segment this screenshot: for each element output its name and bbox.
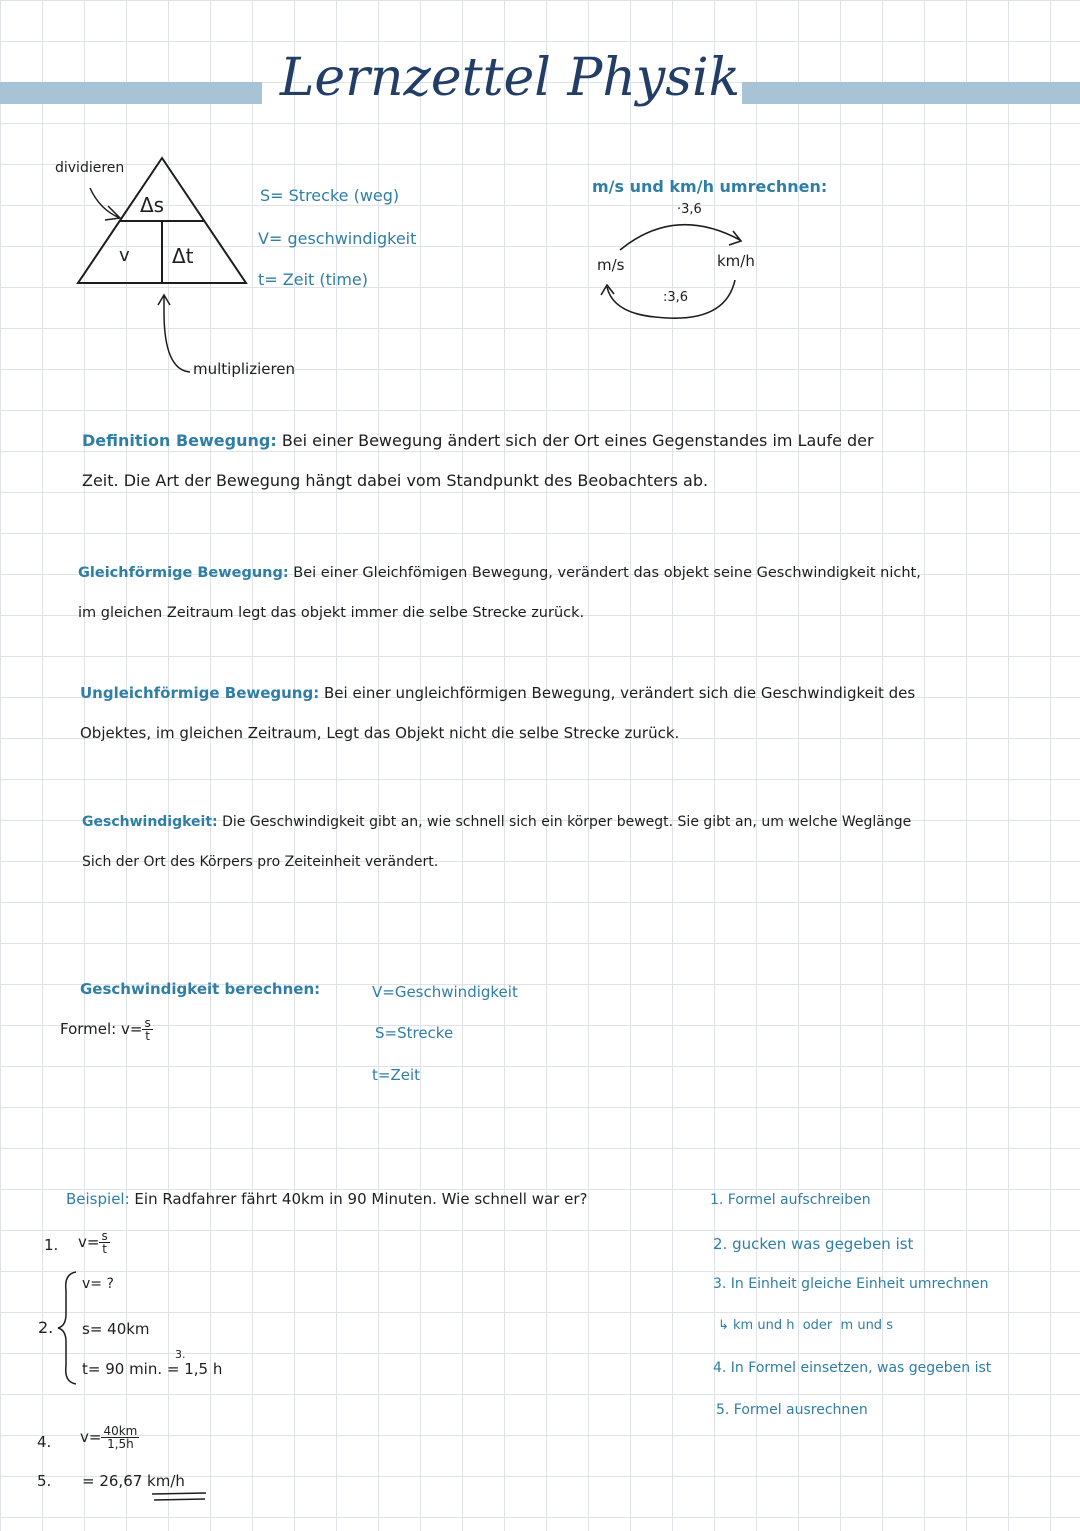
legend-s: S=Strecke [375,1024,454,1042]
gleichfoermig-line2: im gleichen Zeitraum legt das objekt immer die selbe Strecke zurück. [78,605,585,621]
definition-bewegung-line1: Bei einer Bewegung ändert sich der Ort eines Gegenstandes im Laufe der [281,431,874,450]
step2-number: 2. [38,1318,54,1337]
given-v: v= ? [82,1276,114,1292]
conversion-divide: :3,6 [663,290,689,305]
step-list-3: 3. In Einheit gleiche Einheit umrechnen [713,1276,989,1292]
legend-t: t=Zeit [372,1066,421,1084]
definition-gleichfoermig [78,553,1073,633]
formula-triangle [60,150,270,390]
step1-denominator: t [102,1242,107,1256]
step4-fraction [101,1425,139,1450]
geschwindigkeit-line2: Sich der Ort des Körpers pro Zeiteinheit verändert. [82,854,439,870]
definition-ungleichfoermig [80,673,1075,753]
beispiel-label: Beispiel: [66,1190,130,1208]
gleichfoermig-heading: Gleichförmige Bewegung: [78,565,289,581]
step-list-2: 2. gucken was gegeben ist [713,1235,914,1253]
step1-number: 1. [44,1236,59,1254]
triangle-bottom-label: multiplizieren [193,360,296,378]
conversion-right-unit: km/h [717,252,755,270]
definition-bewegung [82,421,1072,501]
step1-fraction [99,1230,109,1255]
triangle-cell-delta-s: Δs [140,193,165,217]
step5-number: 5. [37,1472,52,1490]
arrow-down-icon [90,188,120,220]
step4-formula [80,1425,139,1450]
geschwindigkeit-line1: Die Geschwindigkeit gibt an, wie schnell sich ein körper bewegt. Sie gibt an, um welche Weglänge [222,814,912,830]
step1-v: v= [78,1233,100,1251]
step4-numerator: 40km [103,1424,138,1438]
berechnen-formula [60,1017,153,1042]
gleichfoermig-line1: Bei einer Gleichfömigen Bewegung, verändert das objekt seine Geschwindigkeit nicht, [293,565,921,581]
ungleichfoermig-heading: Ungleichförmige Bewegung: [80,684,320,702]
formula-label: Formel: [60,1020,117,1038]
result: = 26,67 km/h [82,1472,185,1490]
brace-icon [56,1268,80,1388]
title-bar-left [0,82,262,104]
step1-formula [78,1230,110,1255]
given-t: t= 90 min. = 1,5 h [82,1360,223,1378]
triangle-cell-delta-t: Δt [172,244,194,268]
definition-bewegung-line2: Zeit. Die Art der Bewegung hängt dabei vom Standpunkt des Beobachters ab. [82,471,709,490]
arrow-up-icon [158,295,190,372]
beispiel-line [66,1190,587,1208]
definition-geschwindigkeit [82,802,1077,882]
conversion-heading: m/s und km/h umrechnen: [592,177,828,196]
conversion-multiply: ·3,6 [677,202,702,217]
conversion-left-unit: m/s [597,256,625,274]
formula-fraction [142,1017,152,1042]
triangle-top-label: dividieren [55,160,125,176]
berechnen-heading: Geschwindigkeit berechnen: [80,980,321,998]
def-strecke: S= Strecke (weg) [260,186,400,205]
triangle-cell-v: v [119,245,130,266]
title-bar-right [742,82,1080,104]
def-zeit: t= Zeit (time) [258,270,369,289]
ungleichfoermig-line1: Bei einer ungleichförmigen Bewegung, verändert sich die Geschwindigkeit des [324,684,916,702]
page-title: Lernzettel Physik [279,48,741,108]
formula-denominator: t [145,1029,150,1043]
given-s: s= 40km [82,1320,150,1338]
step-list-5: 5. Formel ausrechnen [716,1402,868,1418]
step-list-1: 1. Formel aufschreiben [710,1192,871,1208]
ungleichfoermig-line2: Objektes, im gleichen Zeitraum, Legt das Objekt nicht die selbe Strecke zurück. [80,724,680,742]
geschwindigkeit-heading: Geschwindigkeit: [82,814,218,830]
step3-marker: 3. [175,1348,186,1361]
step-list-4: 4. In Formel einsetzen, was gegeben ist [713,1360,992,1376]
arrow-right-icon [620,225,741,250]
step4-v: v= [80,1428,102,1446]
step-list-3-sub: ↳ km und h oder m und s [718,1318,893,1333]
formula-v: v= [121,1020,143,1038]
step1-numerator: s [101,1229,108,1243]
formula-numerator: s [144,1016,151,1030]
beispiel-text: Ein Radfahrer fährt 40km in 90 Minuten. Wie schnell war er? [134,1190,588,1208]
step4-number: 4. [37,1433,52,1451]
def-geschwindigkeit: V= geschwindigkeit [258,229,417,248]
legend-v: V=Geschwindigkeit [372,983,518,1001]
definition-bewegung-heading: Definition Bewegung: [82,431,277,450]
step4-denominator: 1,5h [107,1437,134,1451]
result-underline [150,1490,210,1504]
